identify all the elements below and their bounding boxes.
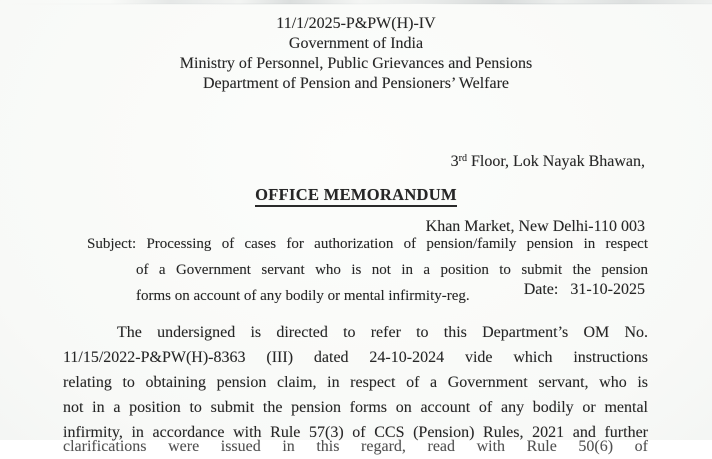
subject-line-1: Subject: Processing of cases for authorization of pension/family pension in respect xyxy=(87,236,648,252)
subject-block xyxy=(87,231,648,309)
address-line-city: Khan Market, New Delhi-110 003 xyxy=(425,218,645,235)
body-paragraph xyxy=(63,320,648,459)
body-line-3: relating to obtaining pension claim, in respect of a Government servant, who is xyxy=(63,374,648,391)
letterhead-block xyxy=(0,14,712,94)
scan-artifact-top-edge-2 xyxy=(0,3,712,5)
floor-ordinal-superscript: rd xyxy=(458,153,467,164)
date-line: Date: 31-10-2025 xyxy=(523,281,645,298)
memo-title xyxy=(0,185,712,205)
org-ministry-line: Ministry of Personnel, Public Grievances and Pensions xyxy=(179,55,533,72)
address-line-floor xyxy=(426,151,645,174)
body-line-2: 11/15/2022-P&PW(H)-8363 (III) dated 24-10-2024 vide which instructions xyxy=(63,349,648,366)
memo-title-text: OFFICE MEMORANDUM xyxy=(255,185,457,207)
body-line-5: infirmity, in accordance with Rule 57(3) of CCS (Pension) Rules, 2021 and further xyxy=(63,424,648,441)
org-government-of-india: Government of India xyxy=(288,35,424,52)
subject-line-3: forms on account of any bodily or mental infirmity-reg. xyxy=(136,288,470,304)
file-reference-number: 11/1/2025-P&PW(H)-IV xyxy=(276,15,436,32)
body-line-1: The undersigned is directed to refer to this Department’s OM No. xyxy=(117,324,648,341)
floor-rest: Floor, Lok Nayak Bhawan, xyxy=(467,153,645,170)
floor-number: 3 xyxy=(450,153,459,170)
org-department-line: Department of Pension and Pensioners’ Welfare xyxy=(202,75,510,92)
body-line-4: not in a position to submit the pension forms on account of any bodily or mental xyxy=(63,399,648,416)
body-line-6-clipped: clarifications were issued in this regard, read with Rule 50(6) of xyxy=(63,438,648,455)
subject-line-2: of a Government servant who is not in a position to submit the pension xyxy=(136,262,648,278)
